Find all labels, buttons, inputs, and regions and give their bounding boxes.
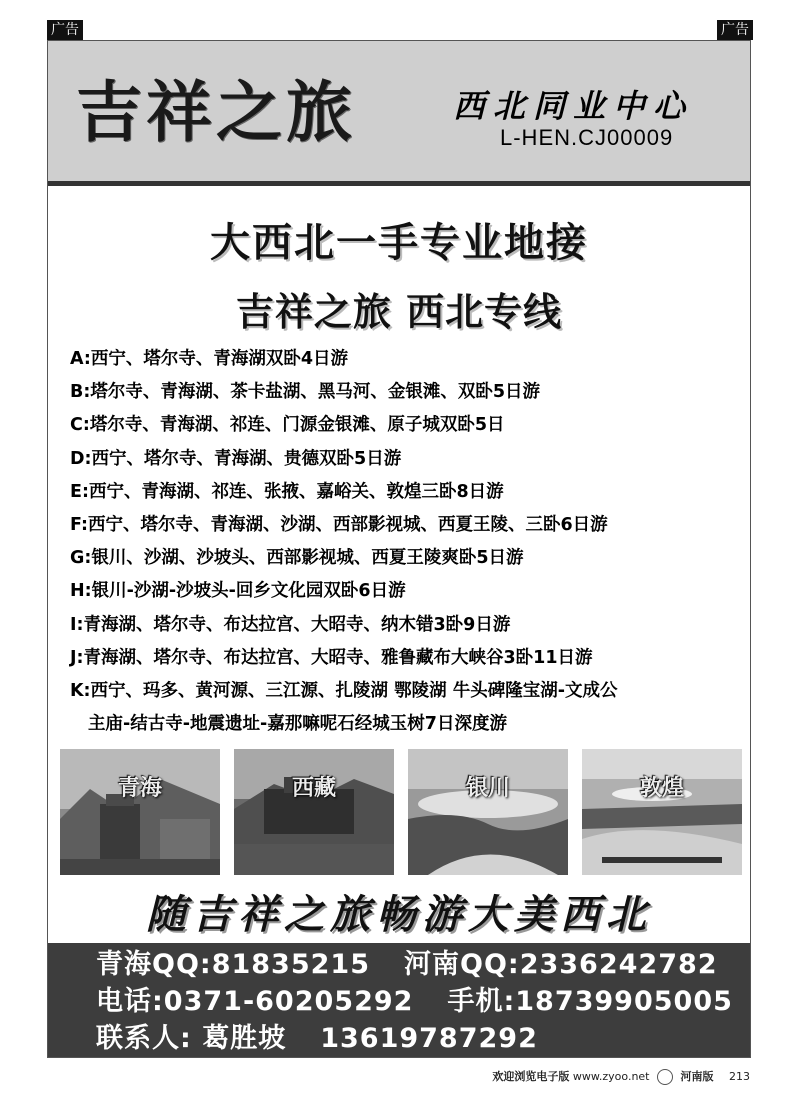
mobile-number: 手机:18739905005 (447, 986, 733, 1017)
photo-qinghai-image (60, 749, 220, 875)
photo-yinchuan (408, 749, 568, 875)
route-text: A:西宁、塔尔寺、青海湖双卧4日游 (70, 349, 349, 369)
route-text-continuation: 主庙-结古寺-地震遗址-嘉那嘛呢石经城玉树7日深度游 (88, 714, 507, 735)
brand-subtitle: 西北同业中心 (453, 87, 694, 125)
route-text: C:塔尔寺、青海湖、祁连、门源金银滩、原子城双卧5日 (70, 415, 505, 436)
contact-person: 联系人: 葛胜坡 (96, 1023, 287, 1054)
footer-text: 欢迎浏览电子版 (492, 1070, 570, 1083)
photo-strip (60, 749, 742, 875)
route-text: H:银川-沙湖-沙坡头-回乡文化园双卧6日游 (70, 581, 406, 602)
route-item (70, 542, 750, 575)
route-item (70, 376, 750, 409)
headline: 大西北一手专业地接 (210, 220, 588, 266)
photo-label: 西藏 (291, 776, 336, 801)
route-text: D:西宁、塔尔寺、青海湖、贵德双卧5日游 (70, 448, 402, 469)
photo-dunhuang-image (582, 749, 742, 875)
route-text: K:西宁、玛多、黄河源、三江源、扎陵湖 鄂陵湖 牛头碑隆宝湖-文成公 (70, 681, 618, 702)
photo-label: 敦煌 (639, 776, 684, 801)
qinghai-qq: 青海QQ:81835215 (96, 949, 370, 980)
route-text: I:青海湖、塔尔寺、布达拉宫、大昭寺、纳木错3卧9日游 (70, 614, 511, 635)
page-footer (492, 1068, 750, 1085)
route-item (70, 575, 750, 608)
zyoo-logo-icon (657, 1069, 673, 1085)
phone-number: 电话:0371-60205292 (96, 986, 414, 1017)
contact-row-person (96, 1020, 750, 1057)
route-item (70, 609, 750, 642)
license-number: L-HEN.CJ00009 (500, 125, 674, 150)
photo-label: 青海 (117, 776, 162, 801)
route-list (70, 343, 750, 741)
photo-xizang (234, 749, 394, 875)
photo-dunhuang (582, 749, 742, 875)
route-item (70, 675, 750, 741)
header-banner (48, 41, 750, 186)
route-text: E:西宁、青海湖、祁连、张掖、嘉峪关、敦煌三卧8日游 (70, 481, 504, 502)
ad-tag-right: 广告 (717, 20, 753, 40)
photo-label: 银川 (465, 776, 510, 801)
footer-url: www.zyoo.net (572, 1070, 650, 1083)
footer-edition: 河南版 (680, 1070, 714, 1083)
advertisement-frame (47, 40, 751, 1058)
route-item (70, 409, 750, 442)
route-item (70, 343, 750, 376)
contact-row-qq (96, 946, 750, 983)
contact-panel (48, 943, 750, 1057)
route-item (70, 509, 750, 542)
contact-person-phone: 13619787292 (320, 1023, 538, 1054)
ad-tag-left: 广告 (47, 20, 83, 40)
photo-xizang-image (234, 749, 394, 875)
photo-yinchuan-image (408, 749, 568, 875)
route-text: G:银川、沙湖、沙坡头、西部影视城、西夏王陵爽卧5日游 (70, 548, 524, 569)
slogan: 随吉祥之旅畅游大美西北 (146, 891, 652, 938)
route-text: F:西宁、塔尔寺、青海湖、沙湖、西部影视城、西夏王陵、三卧6日游 (70, 515, 608, 536)
route-text: B:塔尔寺、青海湖、茶卡盐湖、黑马河、金银滩、双卧5日游 (70, 382, 541, 403)
route-text: J:青海湖、塔尔寺、布达拉宫、大昭寺、雅鲁藏布大峡谷3卧11日游 (70, 647, 593, 668)
brand-title: 吉祥之旅 (76, 74, 356, 151)
subheadline: 吉祥之旅 西北专线 (235, 290, 563, 334)
page-number: 213 (729, 1070, 750, 1083)
route-item (70, 476, 750, 509)
route-item (70, 443, 750, 476)
contact-row-phone (96, 983, 750, 1020)
henan-qq: 河南QQ:2336242782 (404, 949, 718, 980)
route-item (70, 642, 750, 675)
photo-qinghai (60, 749, 220, 875)
